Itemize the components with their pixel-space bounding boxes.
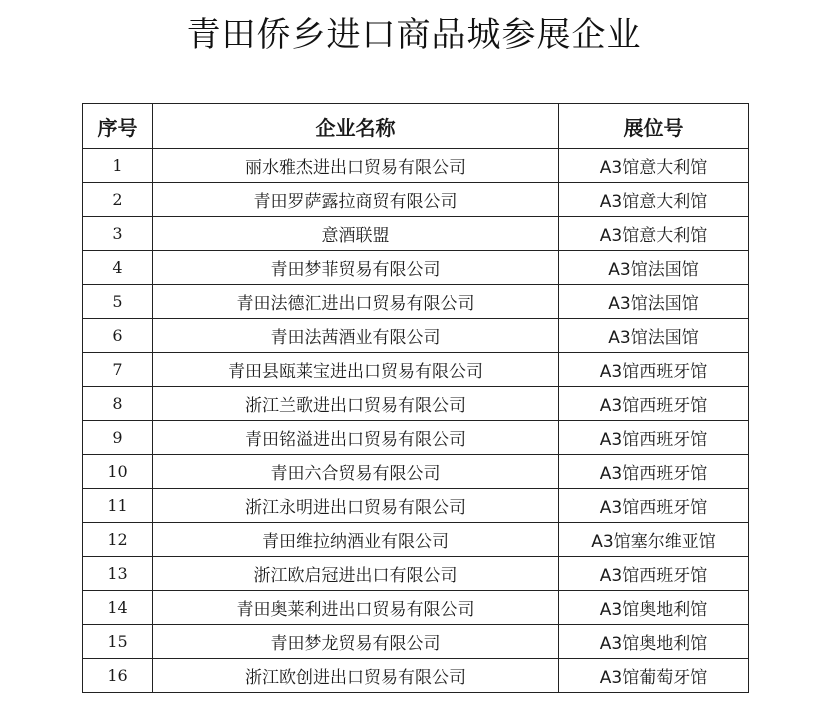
row-company-name: 丽水雅杰进出口贸易有限公司: [153, 149, 559, 183]
row-booth-number: A3馆意大利馆: [559, 217, 749, 251]
row-booth-number: A3馆法国馆: [559, 251, 749, 285]
row-serial-number: 7: [83, 353, 153, 387]
row-booth-number: A3馆法国馆: [559, 319, 749, 353]
row-company-name: 青田县瓯莱宝进出口贸易有限公司: [153, 353, 559, 387]
row-company-name: 青田奥莱利进出口贸易有限公司: [153, 591, 559, 625]
header-company-name: 企业名称: [153, 104, 559, 149]
row-booth-number: A3馆葡萄牙馆: [559, 659, 749, 693]
row-company-name: 青田梦菲贸易有限公司: [153, 251, 559, 285]
row-company-name: 浙江兰歌进出口贸易有限公司: [153, 387, 559, 421]
table-row: [83, 387, 749, 421]
table-row: [83, 557, 749, 591]
row-company-name: 青田法德汇进出口贸易有限公司: [153, 285, 559, 319]
row-serial-number: 5: [83, 285, 153, 319]
table-row: [83, 523, 749, 557]
row-serial-number: 8: [83, 387, 153, 421]
row-serial-number: 3: [83, 217, 153, 251]
row-serial-number: 11: [83, 489, 153, 523]
row-company-name: 青田法茜酒业有限公司: [153, 319, 559, 353]
table-row: [83, 251, 749, 285]
row-company-name: 青田铭溢进出口贸易有限公司: [153, 421, 559, 455]
row-booth-number: A3馆意大利馆: [559, 183, 749, 217]
header-serial-number: 序号: [83, 104, 153, 149]
row-company-name: 青田六合贸易有限公司: [153, 455, 559, 489]
table-row: [83, 625, 749, 659]
row-serial-number: 15: [83, 625, 153, 659]
row-company-name: 浙江欧启冠进出口有限公司: [153, 557, 559, 591]
table-row: [83, 149, 749, 183]
table-row: [83, 285, 749, 319]
row-serial-number: 1: [83, 149, 153, 183]
table-header-row: [83, 104, 749, 149]
row-booth-number: A3馆塞尔维亚馆: [559, 523, 749, 557]
row-company-name: 青田梦龙贸易有限公司: [153, 625, 559, 659]
row-serial-number: 10: [83, 455, 153, 489]
row-serial-number: 6: [83, 319, 153, 353]
row-serial-number: 12: [83, 523, 153, 557]
row-serial-number: 2: [83, 183, 153, 217]
row-company-name: 浙江欧创进出口贸易有限公司: [153, 659, 559, 693]
row-booth-number: A3馆奥地利馆: [559, 625, 749, 659]
header-booth-number: 展位号: [559, 104, 749, 149]
row-company-name: 意酒联盟: [153, 217, 559, 251]
page-title: 青田侨乡进口商品城参展企业: [186, 15, 642, 55]
table-row: [83, 183, 749, 217]
row-serial-number: 13: [83, 557, 153, 591]
table-row: [83, 353, 749, 387]
row-booth-number: A3馆西班牙馆: [559, 557, 749, 591]
row-serial-number: 9: [83, 421, 153, 455]
table-row: [83, 659, 749, 693]
row-booth-number: A3馆奥地利馆: [559, 591, 749, 625]
row-company-name: 青田罗萨露拉商贸有限公司: [153, 183, 559, 217]
row-booth-number: A3馆西班牙馆: [559, 421, 749, 455]
row-booth-number: A3馆西班牙馆: [559, 353, 749, 387]
row-booth-number: A3馆法国馆: [559, 285, 749, 319]
exhibitor-table: [82, 103, 749, 693]
table-row: [83, 217, 749, 251]
table-row: [83, 455, 749, 489]
row-booth-number: A3馆意大利馆: [559, 149, 749, 183]
row-company-name: 浙江永明进出口贸易有限公司: [153, 489, 559, 523]
table-row: [83, 421, 749, 455]
row-booth-number: A3馆西班牙馆: [559, 387, 749, 421]
row-serial-number: 4: [83, 251, 153, 285]
table-row: [83, 591, 749, 625]
row-serial-number: 16: [83, 659, 153, 693]
row-booth-number: A3馆西班牙馆: [559, 489, 749, 523]
table-row: [83, 489, 749, 523]
row-serial-number: 14: [83, 591, 153, 625]
row-company-name: 青田维拉纳酒业有限公司: [153, 523, 559, 557]
row-booth-number: A3馆西班牙馆: [559, 455, 749, 489]
table-row: [83, 319, 749, 353]
